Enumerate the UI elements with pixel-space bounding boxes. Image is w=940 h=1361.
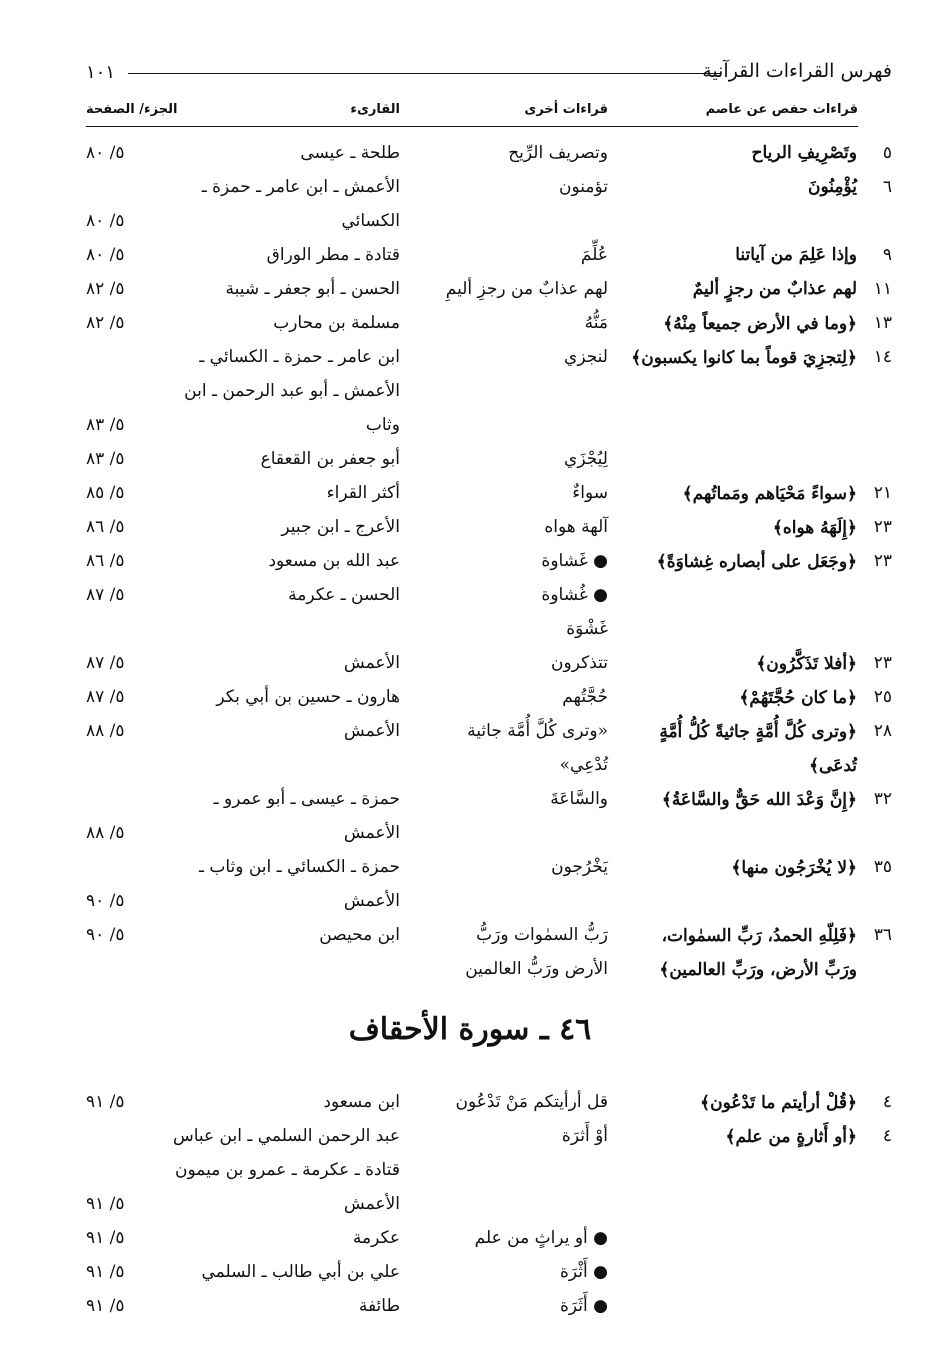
hafs-reading: ﴿فَلِلّهِ الحمدُ، رَبِّ السمٰوات، [661,926,857,946]
reader-name: وثاب [365,415,400,435]
volume-page-ref: ٥/ ٨٠ [86,211,125,231]
row-number: ٩ [882,245,892,265]
reader-name: الأعمش [343,823,400,843]
other-reading: «وترى كُلَّ أُمَّة جاثية [467,721,608,741]
column-header-reader: القارىء [350,102,400,117]
reader-name: الأعمش [343,721,400,741]
row-number: ٢١ [873,483,892,503]
other-reading: غَشْوَة [566,619,608,639]
reader-name: قتادة ـ مطر الوراق [266,245,400,265]
reader-name: حمزة ـ الكسائي ـ ابن وثاب ـ [198,857,400,877]
hafs-reading: ﴿أفلا تَذَكَّرُون﴾ [756,654,857,674]
volume-page-ref: ٥/ ٨٦ [86,517,125,537]
volume-page-ref: ٥/ ٩١ [86,1092,125,1112]
row-number: ٣٢ [873,789,892,809]
reader-name: أبو جعفر بن القعقاع [260,449,400,469]
column-header-page: الجزء/ الصفحة [86,102,178,117]
row-number: ٤ [882,1092,892,1112]
hafs-reading: ورَبِّ الأرض، ورَبِّ العالمين﴾ [659,960,857,980]
reader-name: الأعمش ـ ابن عامر ـ حمزة ـ [201,177,400,197]
reader-name: الأعمش [343,891,400,911]
row-number: ٤ [882,1126,892,1146]
reader-name: حمزة ـ عيسى ـ أبو عمرو ـ [213,789,400,809]
volume-page-ref: ٥/ ٩٠ [86,925,125,945]
column-header-other: قراءات أخرى [524,102,608,117]
hafs-reading: لهم عذابٌ من رجزٍ أليمٌ [692,279,857,299]
other-reading: ● غَشاوة [541,551,608,571]
volume-page-ref: ٥/ ٩١ [86,1194,125,1214]
hafs-reading: ﴿إِنَّ وَعْدَ الله حَقٌّ والسَّاعَةُ﴾ [661,790,857,810]
row-number: ١٣ [873,313,892,333]
page-number: ١٠١ [86,62,116,83]
hafs-reading: ﴿وترى كُلَّ أُمَّةٍ جاثيةً كُلُّ أُمَّةٍ [659,722,857,742]
row-number: ٢٣ [873,653,892,673]
other-reading: تُدْعِي» [559,755,608,775]
reader-name: علي بن أبي طالب ـ السلمي [201,1262,400,1282]
reader-name: طلحة ـ عيسى [300,143,400,163]
volume-page-ref: ٥/ ٨٧ [86,687,125,707]
reader-name: قتادة ـ عكرمة ـ عمرو بن ميمون [175,1160,400,1180]
row-number: ٣٥ [873,857,892,877]
other-reading: رَبُّ السمٰوات ورَبُّ [476,925,608,945]
row-number: ٢٨ [873,721,892,741]
other-reading: لِيُجْزَي [564,449,608,469]
hafs-reading: ﴿إِلَهَهُ هواه﴾ [772,518,857,538]
row-number: ٥ [882,143,892,163]
other-reading: تؤمنون [558,177,608,197]
volume-page-ref: ٥/ ٩١ [86,1228,125,1248]
hafs-reading: ﴿سواءً مَحْيَاهم ومَماتُهم﴾ [682,484,857,504]
reader-name: ابن مسعود [323,1092,400,1112]
hafs-reading: تُدعَى﴾ [809,756,857,776]
surah-heading: ٤٦ ـ سورة الأحقاف [348,1012,592,1047]
hafs-reading: ﴿قُلْ أرأيتم ما تَدْعُون﴾ [700,1093,857,1113]
other-reading: سواءٌ [572,483,608,503]
column-header-hafs: قراءات حفص عن عاصم [705,102,858,117]
reader-name: ابن محيصن [319,925,400,945]
reader-name: الأعمش ـ أبو عبد الرحمن ـ ابن [184,381,400,401]
hafs-reading: ﴿لِتجزِيَ قوماً بما كانوا يكسبون﴾ [631,348,857,368]
hafs-reading: يُؤْمِنُونَ [807,177,857,197]
other-reading: لهم عذابٌ من رجزِ أليمِ [445,279,608,299]
reader-name: طائفة [358,1296,400,1316]
reader-name: الحسن ـ عكرمة [288,585,400,605]
other-reading: قل أرأيتكم مَنْ تَدْعُون [455,1092,608,1112]
volume-page-ref: ٥/ ٨٥ [86,483,125,503]
reader-name: الأعرج ـ ابن جبير [281,517,400,537]
row-number: ٢٣ [873,551,892,571]
reader-name: مسلمة بن محارب [273,313,400,333]
other-reading: عُلِّمَ [580,245,608,265]
row-number: ٦ [882,177,892,197]
reader-name: عكرمة [352,1228,400,1248]
volume-page-ref: ٥/ ٨٠ [86,143,125,163]
other-reading: الأرض ورَبُّ العالمين [465,959,608,979]
other-reading: يَخْرُجون [551,857,608,877]
volume-page-ref: ٥/ ٩١ [86,1262,125,1282]
volume-page-ref: ٥/ ٨٧ [86,653,125,673]
other-reading: والسَّاعَةَ [550,789,608,809]
volume-page-ref: ٥/ ٩٠ [86,891,125,911]
running-header-title: فهرس القراءات القرآنية [702,60,892,82]
other-reading: وتصريف الرِّيح [508,143,608,163]
hafs-reading: ﴿أو أَثارةٍ من علم﴾ [725,1127,857,1147]
volume-page-ref: ٥/ ٨٣ [86,449,125,469]
reader-name: الأعمش [343,653,400,673]
other-reading: حُجَّتُهم [562,687,608,707]
reader-name: هارون ـ حسين بن أبي بكر [216,687,400,707]
reader-name: الكسائي [341,211,400,231]
other-reading: ● أو يراثٍ من علم [474,1228,608,1248]
reader-name: الحسن ـ أبو جعفر ـ شيبة [225,279,400,299]
volume-page-ref: ٥/ ٨٨ [86,721,125,741]
other-reading: لنجزي [564,347,608,367]
volume-page-ref: ٥/ ٩١ [86,1296,125,1316]
hafs-reading: ﴿وجَعَل على أبصاره غِشاوَةً﴾ [656,552,857,572]
reader-name: عبد الله بن مسعود [268,551,400,571]
other-reading: ● أَثْرَة [560,1262,608,1282]
volume-page-ref: ٥/ ٨٢ [86,313,125,333]
volume-page-ref: ٥/ ٨٨ [86,823,125,843]
volume-page-ref: ٥/ ٨٠ [86,245,125,265]
hafs-reading: ﴿ما كان حُجَّتَهُمْ﴾ [739,688,857,708]
volume-page-ref: ٥/ ٨٣ [86,415,125,435]
row-number: ١٤ [873,347,892,367]
hafs-reading: وإذا عَلِمَ من آياتنا [735,245,857,265]
reader-name: ابن عامر ـ حمزة ـ الكسائي ـ [199,347,400,367]
other-reading: أوْ أَثرَة [561,1126,608,1146]
hafs-reading: ﴿وما في الأرض جميعاً مِنْهُ﴾ [663,314,857,334]
volume-page-ref: ٥/ ٨٦ [86,551,125,571]
row-number: ٢٣ [873,517,892,537]
other-reading: تتذكرون [551,653,608,673]
row-number: ١١ [873,279,892,299]
header-underline [86,126,858,127]
row-number: ٢٥ [873,687,892,707]
reader-name: أكثر القراء [326,483,400,503]
reader-name: عبد الرحمن السلمي ـ ابن عباس [172,1126,400,1146]
volume-page-ref: ٥/ ٨٧ [86,585,125,605]
volume-page-ref: ٥/ ٨٢ [86,279,125,299]
row-number: ٣٦ [873,925,892,945]
header-rule [128,73,720,74]
other-reading: ● أَثَرَة [560,1296,608,1316]
other-reading: ● غُشاوة [541,585,608,605]
hafs-reading: ﴿لا يُخْرَجُون منها﴾ [731,858,857,878]
other-reading: مَنُّهُ [584,313,608,333]
hafs-reading: وتَصْرِيفِ الرياح [751,143,857,163]
reader-name: الأعمش [343,1194,400,1214]
other-reading: آلهة هواه [544,517,608,537]
